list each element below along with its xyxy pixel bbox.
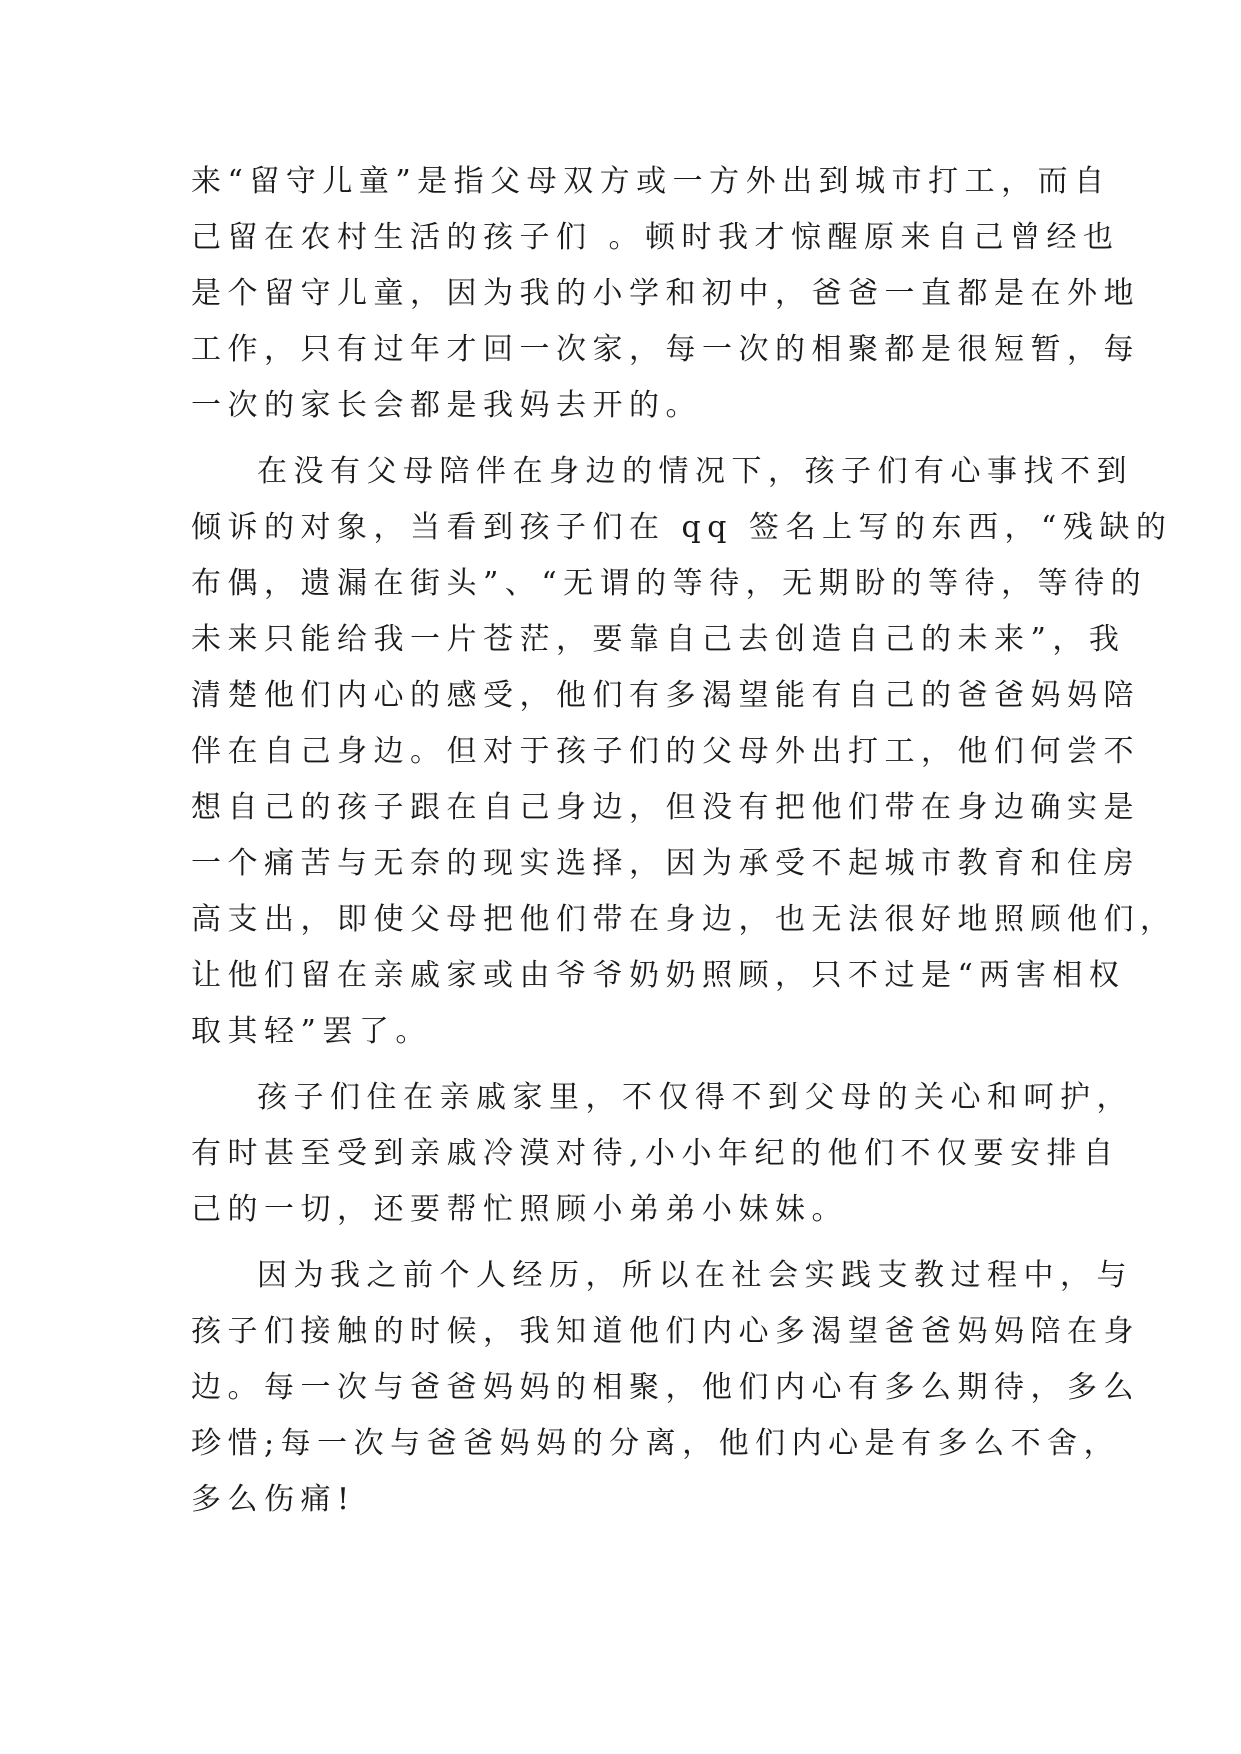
text-line: 一个痛苦与无奈的现实选择，因为承受不起城市教育和住房 — [191, 846, 1140, 881]
text-line: 来“留守儿童”是指父母双方或一方外出到城市打工，而自 — [191, 164, 1111, 199]
text-line: 己的一切，还要帮忙照顾小弟弟小妹妹。 — [191, 1192, 848, 1227]
text-line: 有时甚至受到亲戚冷漠对待,小小年纪的他们不仅要安排自 — [191, 1136, 1120, 1171]
text-line: 一次的家长会都是我妈去开的。 — [191, 388, 702, 423]
text-line: 多么伤痛! — [191, 1482, 356, 1517]
text-line: 边。每一次与爸爸妈妈的相聚，他们内心有多么期待，多么 — [191, 1370, 1140, 1405]
text-line: 珍惜;每一次与爸爸妈妈的分离，他们内心是有多么不舍， — [191, 1426, 1121, 1461]
text-line: 工作，只有过年才回一次家，每一次的相聚都是很短暂，每 — [191, 332, 1140, 367]
text-line: 在没有父母陪伴在身边的情况下，孩子们有心事找不到 — [257, 454, 1133, 489]
text-line: 让他们留在亲戚家或由爷爷奶奶照顾，只不过是“两害相权 — [191, 958, 1126, 993]
text-line: 未来只能给我一片苍茫，要靠自己去创造自己的未来”，我 — [191, 622, 1126, 657]
text-line: 伴在自己身边。但对于孩子们的父母外出打工，他们何尝不 — [191, 734, 1140, 769]
text-line: 己留在农村生活的孩子们 。顿时我才惊醒原来自己曾经也 — [191, 220, 1120, 255]
text-line: 高支出，即使父母把他们带在身边，也无法很好地照顾他们， — [191, 902, 1177, 937]
text-line: 取其轻”罢了。 — [191, 1014, 432, 1049]
text-line: 想自己的孩子跟在自己身边，但没有把他们带在身边确实是 — [191, 790, 1140, 825]
text-line: 是个留守儿童，因为我的小学和初中，爸爸一直都是在外地 — [191, 276, 1140, 311]
text-line: 因为我之前个人经历，所以在社会实践支教过程中，与 — [257, 1258, 1133, 1293]
text-line: 孩子们住在亲戚家里，不仅得不到父母的关心和呵护， — [257, 1080, 1133, 1115]
text-line: 布偶，遗漏在街头”、“无谓的等待，无期盼的等待，等待的 — [191, 566, 1148, 601]
text-line: 倾诉的对象，当看到孩子们在 qq 签名上写的东西，“残缺的 — [191, 510, 1173, 545]
text-line: 清楚他们内心的感受，他们有多渴望能有自己的爸爸妈妈陪 — [191, 678, 1140, 713]
text-line: 孩子们接触的时候，我知道他们内心多渴望爸爸妈妈陪在身 — [191, 1314, 1140, 1349]
